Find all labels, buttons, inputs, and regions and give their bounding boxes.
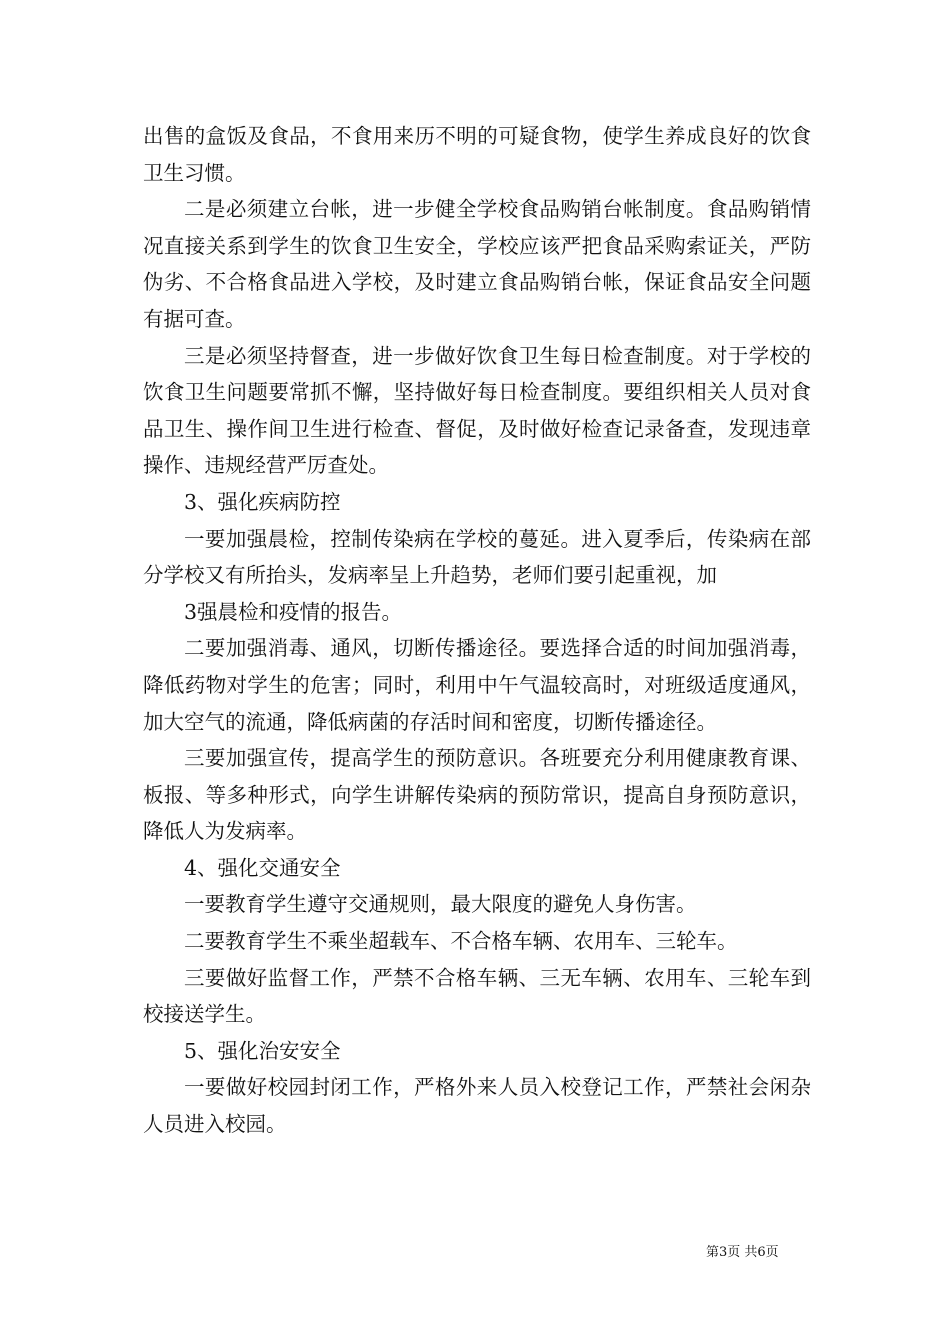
- paragraph-5: 一要加强晨检，控制传染病在学校的蔓延。进入夏季后，传染病在部分学校又有所抬头，发病率呈上升趋势，老师们要引起重视，加: [143, 526, 811, 588]
- section-heading-public-security: 5、强化治安安全: [184, 1038, 341, 1063]
- section-heading-traffic-safety: 4、强化交通安全: [184, 855, 341, 880]
- paragraph-11: 二要教育学生不乘坐超载车、不合格车辆、农用车、三轮车。: [184, 929, 738, 954]
- paragraph-10: 一要教育学生遵守交通规则，最大限度的避免人身伤害。: [184, 892, 697, 917]
- paragraph-14: 一要做好校园封闭工作，严格外来人员入校登记工作，严禁社会闲杂人员进入校园。: [143, 1075, 811, 1137]
- page-number-footer: 第3页 共6页: [706, 1245, 779, 1260]
- paragraph-8: 三要加强宣传，提高学生的预防意识。各班要充分利用健康教育课、板报、等多种形式，向学生讲解传染病的预防常识，提高自身预防意识，降低人为发病率。: [143, 746, 811, 844]
- paragraph-2: 二是必须建立台帐，进一步健全学校食品购销台帐制度。食品购销情况直接关系到学生的饮食卫生安全，学校应该严把食品采购索证关，严防伪劣、不合格食品进入学校，及时建立食品购销台帐，保证食品安全问题有据可查。: [143, 197, 811, 331]
- paragraph-1: 出售的盒饭及食品，不食用来历不明的可疑食物，使学生养成良好的饮食卫生习惯。: [143, 124, 811, 185]
- paragraph-12: 三要做好监督工作，严禁不合格车辆、三无车辆、农用车、三轮车到校接送学生。: [143, 965, 811, 1027]
- paragraph-6: 3强晨检和疫情的报告。: [184, 599, 403, 624]
- paragraph-3: 三是必须坚持督查，进一步做好饮食卫生每日检查制度。对于学校的饮食卫生问题要常抓不懈，坚持做好每日检查制度。要组织相关人员对食品卫生、操作间卫生进行检查、督促，及时做好检查记录备查，发现违章操作、违规经营严厉查处。: [143, 343, 811, 478]
- paragraph-7: 二要加强消毒、通风，切断传播途径。要选择合适的时间加强消毒，降低药物对学生的危害；同时，利用中午气温较高时，对班级适度通风，加大空气的流通，降低病菌的存活时间和密度，切断传播途径。: [143, 636, 811, 734]
- document-body: [143, 118, 811, 1143]
- section-heading-disease-control: 3、强化疾病防控: [184, 489, 341, 514]
